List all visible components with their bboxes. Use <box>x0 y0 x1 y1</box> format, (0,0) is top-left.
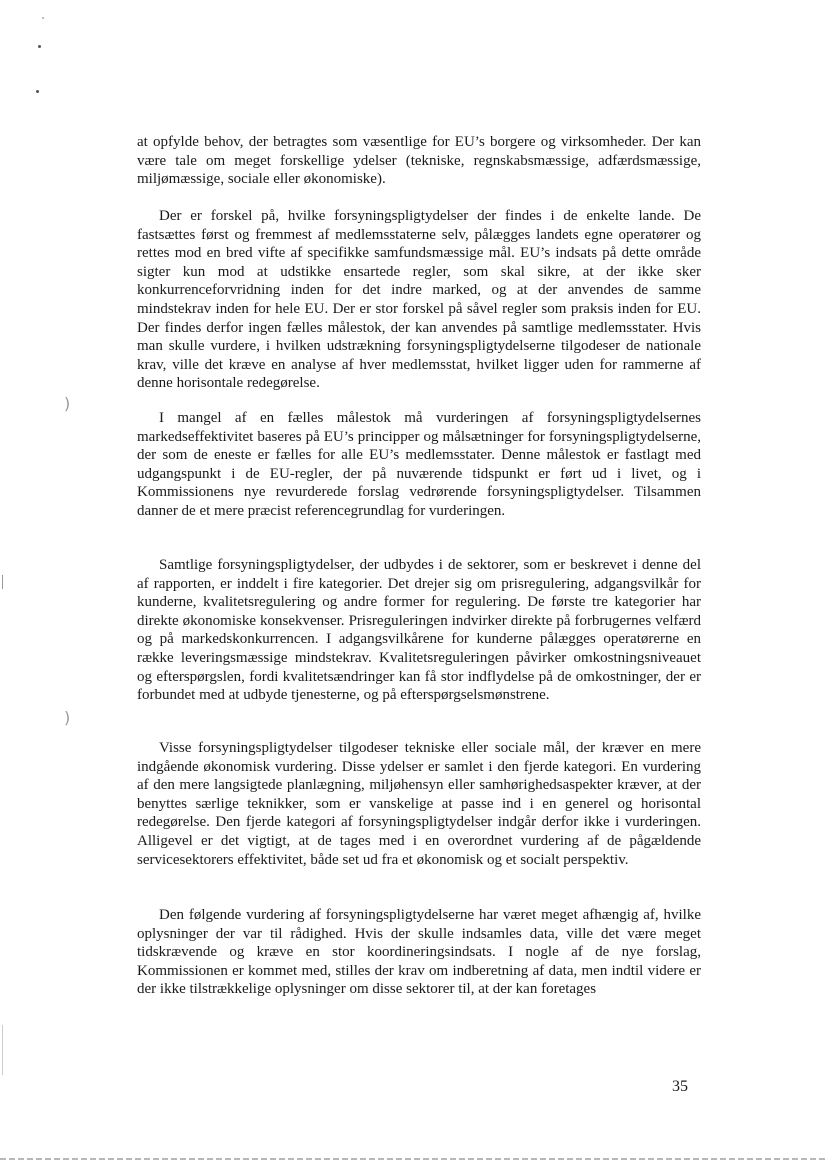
scan-margin-mark <box>2 1025 3 1075</box>
paragraph: I mangel af en fælles målestok må vurderingen af forsyningspligtydelsernes markedseffektivitet baseres på EU’s principper og målsætninger for forsyningspligtydelserne, der som de eneste er fælles for alle EU’s medlemsstater. Denne målestok er fastlagt med udgangspunkt i de EU-regler, der på nuværende tidspunkt er ført ud i livet, og i Kommissionens nye revurderede forslag vedrørende forsyningspligtydelser. Tilsammen danner de et mere præcist referencegrundlag for vurderingen. <box>137 410 701 519</box>
paragraph: Visse forsyningspligtydelser tilgodeser tekniske eller sociale mål, der kræver en mere indgående økonomisk vurdering. Disse ydelser er samlet i den fjerde kategori. En vurdering af den mere langsigtede planlægning, miljøhensyn eller samhørighedsaspekter kræver, at der benyttes særlige teknikker, som er vanskelige at passe ind i en generel og horisontal redegørelse. Den fjerde kategori af forsyningspligtydelser indgår derfor ikke i vurderingen. Alligevel er det vigtigt, at de tages med i en overordnet vurdering af de pågældende servicesektorers effektivitet, både set ud fra et økonomisk og et socialt perspektiv. <box>137 740 701 868</box>
scan-speck <box>36 90 39 93</box>
paragraph: Samtlige forsyningspligtydelser, der udbydes i de sektorer, som er beskrevet i denne del af rapporten, er inddelt i fire kategorier. Det drejer sig om prisregulering, adgangsvilkår for kunderne, kvalitetsregulering og andre former for regulering. De første tre kategorier har direkte økonomiske konsekvenser. Prisreguleringen indvirker direkte på forbrugernes velfærd og på markedskonkurrencen. I adgangsvilkårene for kunderne pålægges operatørerne en række leveringsmæssige mindstekrav. Kvalitetsreguleringen påvirker omkostningsniveauet og efterspørgslen, fordi kvalitetsændringer kan få stor indflydelse på de omkostninger, der er forbundet med at udbyde tjenesterne, og på efterspørgselsmønstrene. <box>137 557 701 704</box>
scan-speck <box>38 45 41 48</box>
page-number: 35 <box>672 1078 688 1095</box>
scan-speck <box>42 17 44 19</box>
paragraph-continuation: at opfylde behov, der betragtes som væsentlige for EU’s borgere og virksomheder. Der kan være tale om meget forskellige ydelser (tekniske, regnskabsmæssige, adfærdsmæssige, miljømæssige, sociale eller økonomiske). <box>137 134 701 188</box>
scan-bottom-edge <box>0 1158 827 1160</box>
scan-margin-mark: ) <box>64 394 71 413</box>
scan-margin-mark: ) <box>64 708 71 727</box>
paragraph: Den følgende vurdering af forsyningspligtydelserne har været meget afhængig af, hvilke oplysninger der var til rådighed. Hvis der skulle indsamles data, ville det være meget tidskrævende og kræve en stor koordineringsindsats. I nogle af de nye forslag, Kommissionen er kommet med, stilles der krav om indberetning af data, men indtil videre er der ikke tilstrækkelige oplysninger om disse sektorer til, at der kan foretages <box>137 907 701 998</box>
paragraph: Der er forskel på, hvilke forsyningspligtydelser der findes i de enkelte lande. De fastsættes først og fremmest af medlemsstaterne selv, pålægges landets egne operatører og rettes mod en bred vifte af specifikke samfundsmæssige mål. EU’s indsats på dette område sigter kun mod at udstikke ensartede regler, som skal sikre, at der ikke sker konkurrenceforvridning inden for det indre marked, og at der anvendes de samme mindstekrav inden for hele EU. Der er stor forskel på såvel regler som praksis inden for EU. Der findes derfor ingen fælles målestok, der kan anvendes på samtlige medlemsstater. Hvis man skulle vurdere, i hvilken udstrækning forsyningspligtydelserne tilgodeser de nationale krav, ville det kræve en analyse af hver medlemsstat, hvilket ligger uden for rammerne af denne horisontale redegørelse. <box>137 208 701 392</box>
scan-margin-mark <box>2 575 3 589</box>
